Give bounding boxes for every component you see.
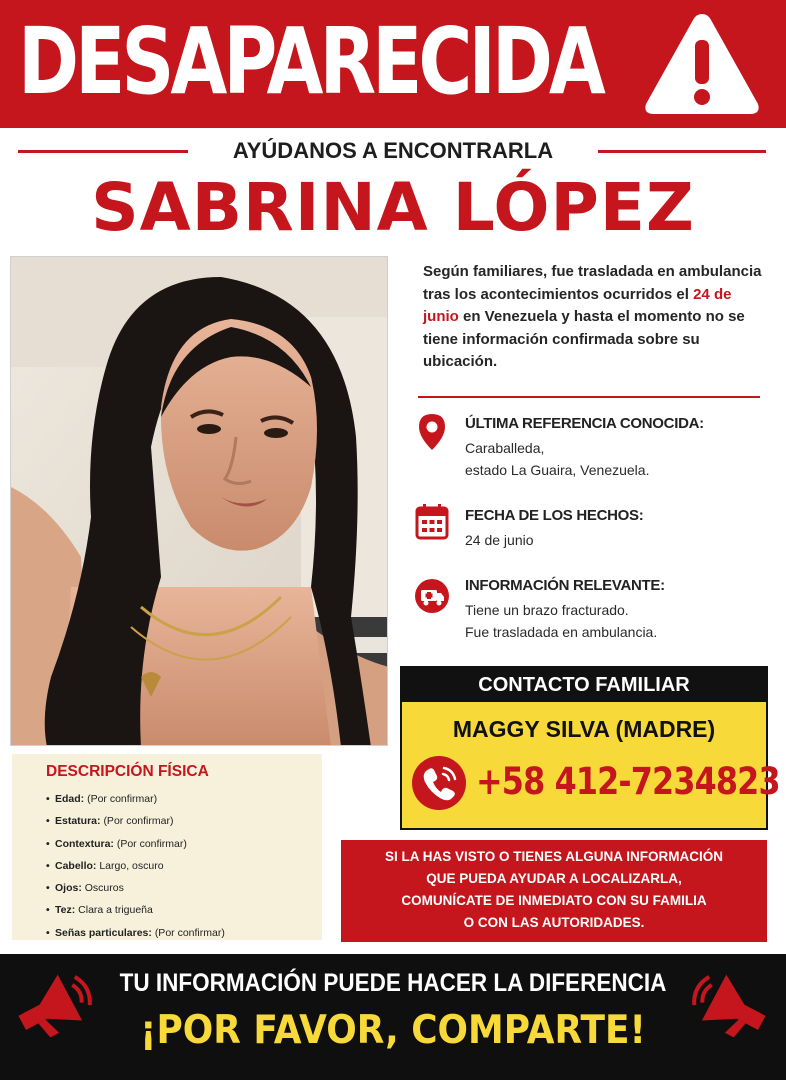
intro-paragraph (423, 261, 769, 374)
family-contact-box (400, 666, 780, 830)
list-item: • Contextura: (Por confirmar) (46, 837, 187, 850)
alert-line: O CON LAS AUTORIDADES. (463, 915, 645, 930)
help-subtitle: AYÚDANOS A ENCONTRARLA (232, 138, 554, 163)
last-reference-heading: ÚLTIMA REFERENCIA CONOCIDA: (465, 415, 704, 432)
description-list (46, 788, 225, 944)
intro-highlight-date: 24 de junio (423, 285, 732, 325)
list-item: • Cabello: Largo, oscuro (46, 859, 164, 872)
relevant-info-line2: Fue trasladada en ambulancia. (465, 624, 658, 640)
relevant-info-line1: Tiene un brazo fracturado. (465, 602, 629, 618)
location-pin-icon (414, 412, 450, 452)
list-item: • Edad: (Por confirmar) (46, 793, 158, 805)
contact-phone-number[interactable]: +58 412-7234823 (476, 760, 780, 803)
relevant-info-heading: INFORMACIÓN RELEVANTE: (465, 577, 665, 594)
last-reference-line1: Caraballeda, (465, 440, 545, 456)
alert-box (341, 840, 767, 942)
event-date-heading: FECHA DE LOS HECHOS: (465, 507, 644, 524)
intro-text-before: Según familiares, fue trasladada en ambulancia tras los acontecimientos ocurridos el (423, 263, 762, 303)
alert-line: COMUNÍCATE DE INMEDIATO CON SU FAMILIA (401, 893, 707, 908)
warning-triangle-icon (640, 8, 764, 120)
last-reference-line2: estado La Guaira, Venezuela. (465, 462, 650, 478)
calendar-icon (414, 502, 450, 542)
footer-share-call: ¡POR FAVOR, COMPARTE! (140, 1008, 646, 1053)
person-photo (10, 256, 388, 746)
contact-name: MAGGY SILVA (MADRE) (452, 716, 716, 742)
subtitle-rule-left (18, 150, 188, 153)
ambulance-icon (414, 576, 450, 616)
event-date-value: 24 de junio (465, 532, 534, 548)
list-item: • Estatura: (Por confirmar) (46, 815, 174, 828)
intro-text-after: en Venezuela y hasta el momento no se tiene información confirmada sobre su ubicación. (423, 308, 745, 370)
intro-divider (418, 396, 760, 398)
alert-line: SI LA HAS VISTO O TIENES ALGUNA INFORMACIÓN (384, 849, 723, 864)
subtitle-rule-right (598, 150, 766, 153)
person-name: SABRINA LÓPEZ (91, 169, 695, 246)
banner-title: DESAPARECIDA (18, 8, 602, 115)
list-item: • Ojos: Oscuros (46, 882, 124, 895)
physical-description-box (12, 754, 322, 940)
footer-tagline: TU INFORMACIÓN PUEDE HACER LA DIFERENCIA (119, 969, 667, 997)
portrait-illustration (11, 257, 388, 746)
list-item: • Señas particulares: (Por confirmar) (46, 926, 225, 939)
phone-icon (410, 754, 468, 812)
contact-heading: CONTACTO FAMILIAR (402, 668, 766, 702)
list-item: • Tez: Clara a trigueña (46, 904, 153, 917)
megaphone-icon (690, 966, 770, 1046)
description-title: DESCRIPCIÓN FÍSICA (46, 763, 209, 780)
alert-line: QUE PUEDA AYUDAR A LOCALIZARLA, (426, 871, 682, 886)
top-banner (0, 0, 786, 128)
footer-banner (0, 954, 786, 1080)
